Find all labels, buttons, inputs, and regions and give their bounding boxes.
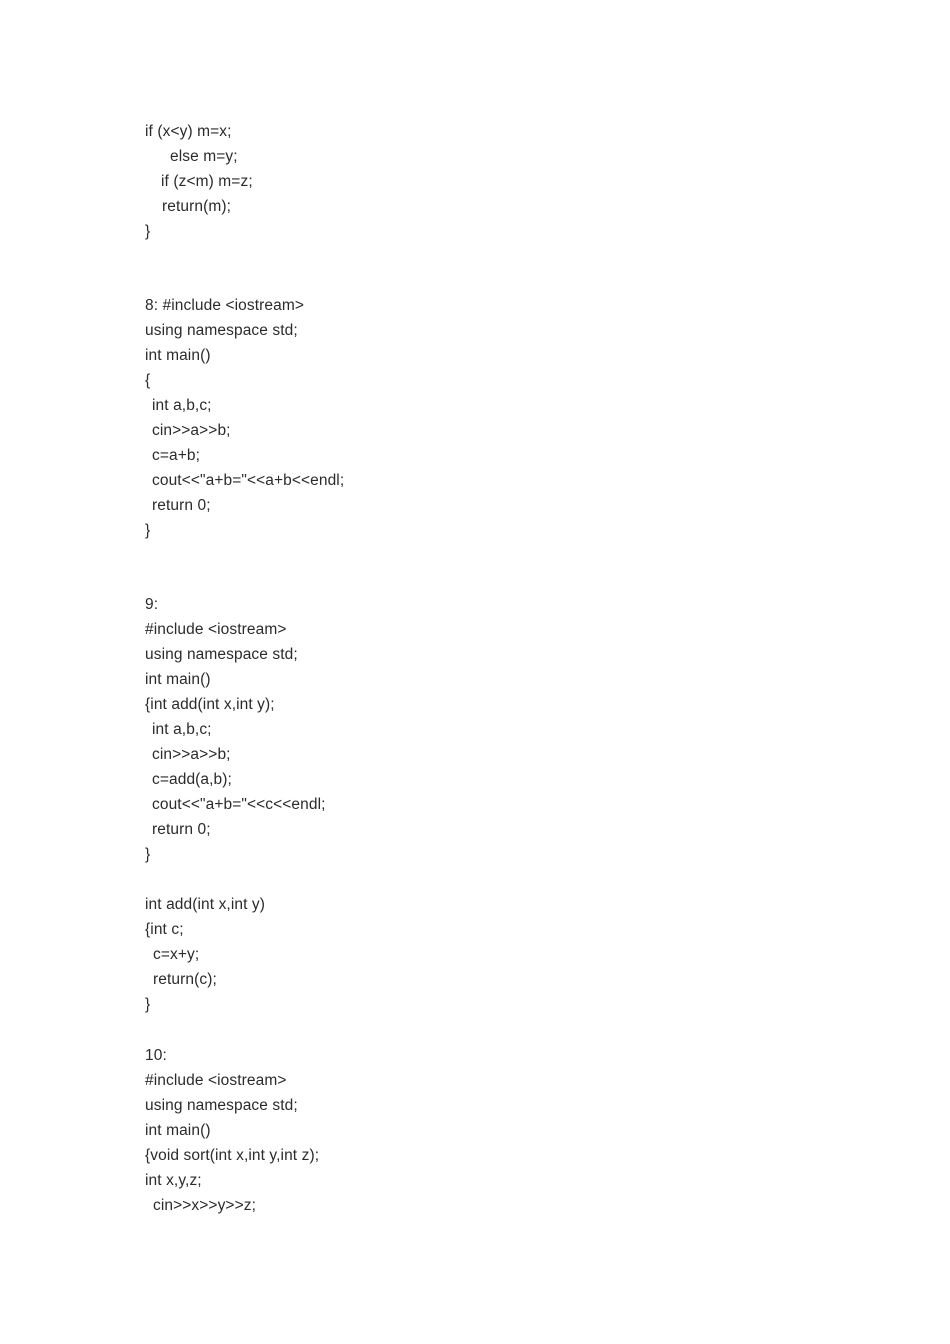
code-line: int main() — [145, 347, 211, 364]
code-text-area — [145, 119, 910, 1218]
code-block-exercise-10 — [145, 1043, 910, 1218]
code-line: } — [145, 522, 151, 539]
code-line: c=x+y; — [153, 946, 200, 963]
code-line: #include <iostream> — [145, 1072, 287, 1089]
code-line: c=add(a,b); — [152, 771, 232, 788]
code-line: cin>>x>>y>>z; — [153, 1197, 256, 1214]
code-line: {void sort(int x,int y,int z); — [145, 1147, 320, 1164]
code-line: return(c); — [153, 971, 217, 988]
code-line: } — [145, 996, 151, 1013]
code-line: cin>>a>>b; — [152, 422, 231, 439]
code-line: return(m); — [162, 198, 232, 215]
code-line: 8: #include <iostream> — [145, 297, 305, 314]
code-block-exercise-9-main — [145, 592, 910, 867]
code-block-exercise-8 — [145, 293, 910, 543]
code-line: } — [145, 223, 151, 240]
code-block-exercise-9-add-function — [145, 892, 910, 1017]
code-line: using namespace std; — [145, 1097, 298, 1114]
code-line: cin>>a>>b; — [152, 746, 231, 763]
code-line: using namespace std; — [145, 646, 298, 663]
code-line: int a,b,c; — [152, 721, 212, 738]
code-line: } — [145, 846, 151, 863]
code-line: if (x<y) m=x; — [145, 123, 232, 140]
code-line: int add(int x,int y) — [145, 896, 266, 913]
code-line: return 0; — [152, 497, 211, 514]
code-line: cout<<"a+b="<<a+b<<endl; — [152, 472, 345, 489]
code-line: return 0; — [152, 821, 211, 838]
code-line: int main() — [145, 671, 211, 688]
code-line: if (z<m) m=z; — [161, 173, 253, 190]
code-line: cout<<"a+b="<<c<<endl; — [152, 796, 326, 813]
code-line: {int c; — [145, 921, 184, 938]
code-line: #include <iostream> — [145, 621, 287, 638]
code-line: using namespace std; — [145, 322, 298, 339]
code-line: { — [145, 372, 151, 389]
code-line: {int add(int x,int y); — [145, 696, 275, 713]
code-line: else m=y; — [170, 148, 238, 165]
code-line: 9: — [145, 596, 159, 613]
code-line: int a,b,c; — [152, 397, 212, 414]
code-line: 10: — [145, 1047, 167, 1064]
code-block-exercise-7-tail — [145, 119, 910, 244]
code-line: int main() — [145, 1122, 211, 1139]
code-line: c=a+b; — [152, 447, 201, 464]
code-line: int x,y,z; — [145, 1172, 202, 1189]
